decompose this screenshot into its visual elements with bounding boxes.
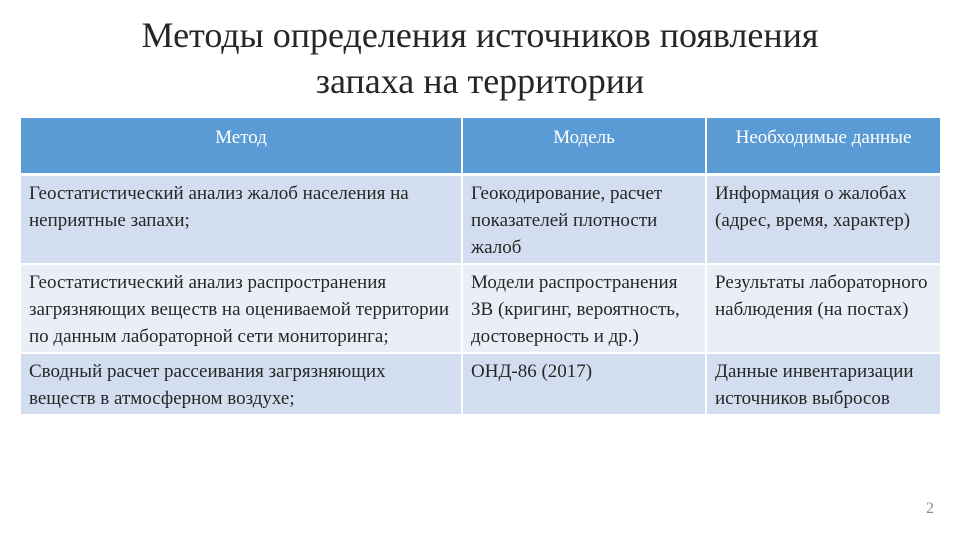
table-row bbox=[21, 264, 940, 353]
page-number: 2 bbox=[926, 500, 934, 517]
header-method: Метод bbox=[21, 118, 462, 174]
slide-title-line-2: запаха на территории bbox=[315, 61, 645, 101]
cell-method: Геостатистический анализ распространения загрязняющих веществ на оцениваемой территории по данным лабораторной сети мониторинга; bbox=[21, 264, 462, 353]
cell-required-data: Информация о жалобах (адрес, время, характер) bbox=[706, 174, 940, 264]
cell-method: Геостатистический анализ жалоб населения на неприятные запахи; bbox=[21, 174, 462, 264]
header-model: Модель bbox=[462, 118, 706, 174]
cell-required-data: Данные инвентаризации источников выбросов bbox=[706, 353, 940, 415]
table-row bbox=[21, 174, 940, 264]
cell-method: Сводный расчет рассеивания загрязняющих веществ в атмосферном воздухе; bbox=[21, 353, 462, 415]
methods-table bbox=[21, 118, 940, 416]
slide-title bbox=[0, 12, 960, 104]
slide-title-line-1: Методы определения источников появления bbox=[141, 15, 819, 55]
header-required-data: Необходимые данные bbox=[706, 118, 940, 174]
cell-model: Геокодирование, расчет показателей плотности жалоб bbox=[462, 174, 706, 264]
table-row bbox=[21, 353, 940, 415]
table-header-row bbox=[21, 118, 940, 174]
cell-model: ОНД-86 (2017) bbox=[462, 353, 706, 415]
cell-required-data: Результаты лабораторного наблюдения (на постах) bbox=[706, 264, 940, 353]
cell-model: Модели распространения ЗВ (кригинг, вероятность, достоверность и др.) bbox=[462, 264, 706, 353]
